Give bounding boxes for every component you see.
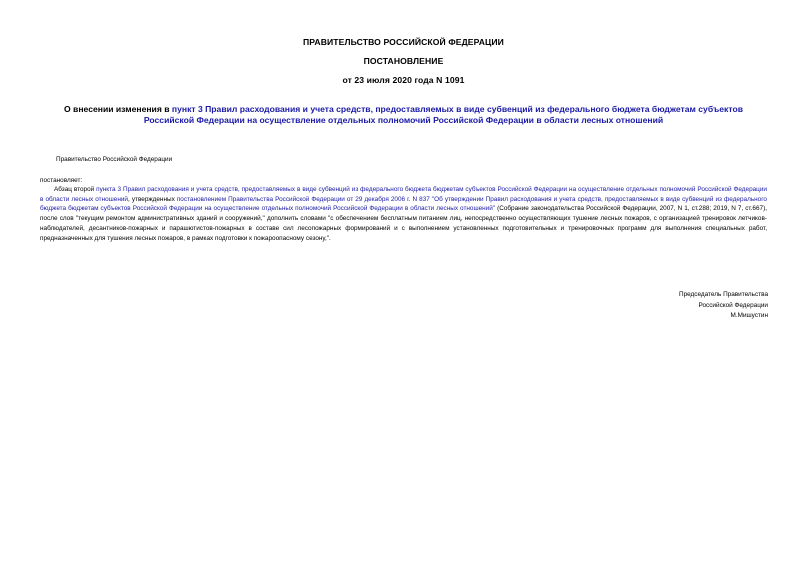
resolution-link[interactable]: постановлением Правительства Российской Федерации от 29 декабря 2006 г. N 837 "Об утверждении Правил расходования и учета средств, предоставляемых в виде субвенций из федерального бюджета бюджетам субъектов Российской Федерации на осуществление отдельных полномочий Российской Федерации в области лесных отношений" <box>40 195 767 213</box>
title-link[interactable]: пункт 3 Правил расходования и учета средств, предоставляемых в виде субвенций из федерального бюджета бюджетам субъектов Российской Федерации на осуществление отдельных полномочий Российской Федерации в области лесных отношений <box>143 104 743 125</box>
signature-title: Председатель Правительства <box>679 291 768 298</box>
government-line: Правительство Российской Федерации <box>56 156 173 163</box>
header-date-number: от 23 июля 2020 года N 1091 <box>342 75 465 85</box>
paragraph-mid: , утвержденных <box>128 195 177 203</box>
title-prefix: О внесении изменения в <box>63 104 172 114</box>
signature-org: Российской Федерации <box>698 301 768 309</box>
decides-line: постановляет: <box>40 177 83 184</box>
document-title <box>40 104 767 126</box>
signature-name: М.Мишустин <box>730 312 768 320</box>
body-paragraph <box>40 185 767 243</box>
signature-block <box>679 290 768 322</box>
paragraph-rest: (Собрание законодательства Российской Федерации, 2007, N 1, ст.288; 2019, N 7, ст.667), после слов "текущим ремонтом административных зданий и сооружений," дополнить словами "с обеспечением бесплатным питанием лиц, непосредственно осуществляющих тушение лесных пожаров, с организацией тренировок летчиков-наблюдателей, десантников-пожарных и парашютистов-пожарных в составе сил лесопожарных формирований и с выполнением установленных подготовительных и тренировочных программ для выполнения специальных работ, предназначенных для тушения лесных пожаров, в рамках подготовки к пожароопасному сезону,". <box>40 205 767 242</box>
paragraph-start: Абзац второй <box>54 186 97 193</box>
rules-link[interactable]: пункта 3 Правил расходования и учета средств, предоставляемых в виде субвенций из федерального бюджета бюджетам субъектов Российской Федерации на осуществление отдельных полномочий Российской Федерации в области лесных отношений <box>40 186 767 203</box>
header-doc-type: ПОСТАНОВЛЕНИЕ <box>363 56 444 66</box>
header-government: ПРАВИТЕЛЬСТВО РОССИЙСКОЙ ФЕДЕРАЦИИ <box>303 37 504 47</box>
